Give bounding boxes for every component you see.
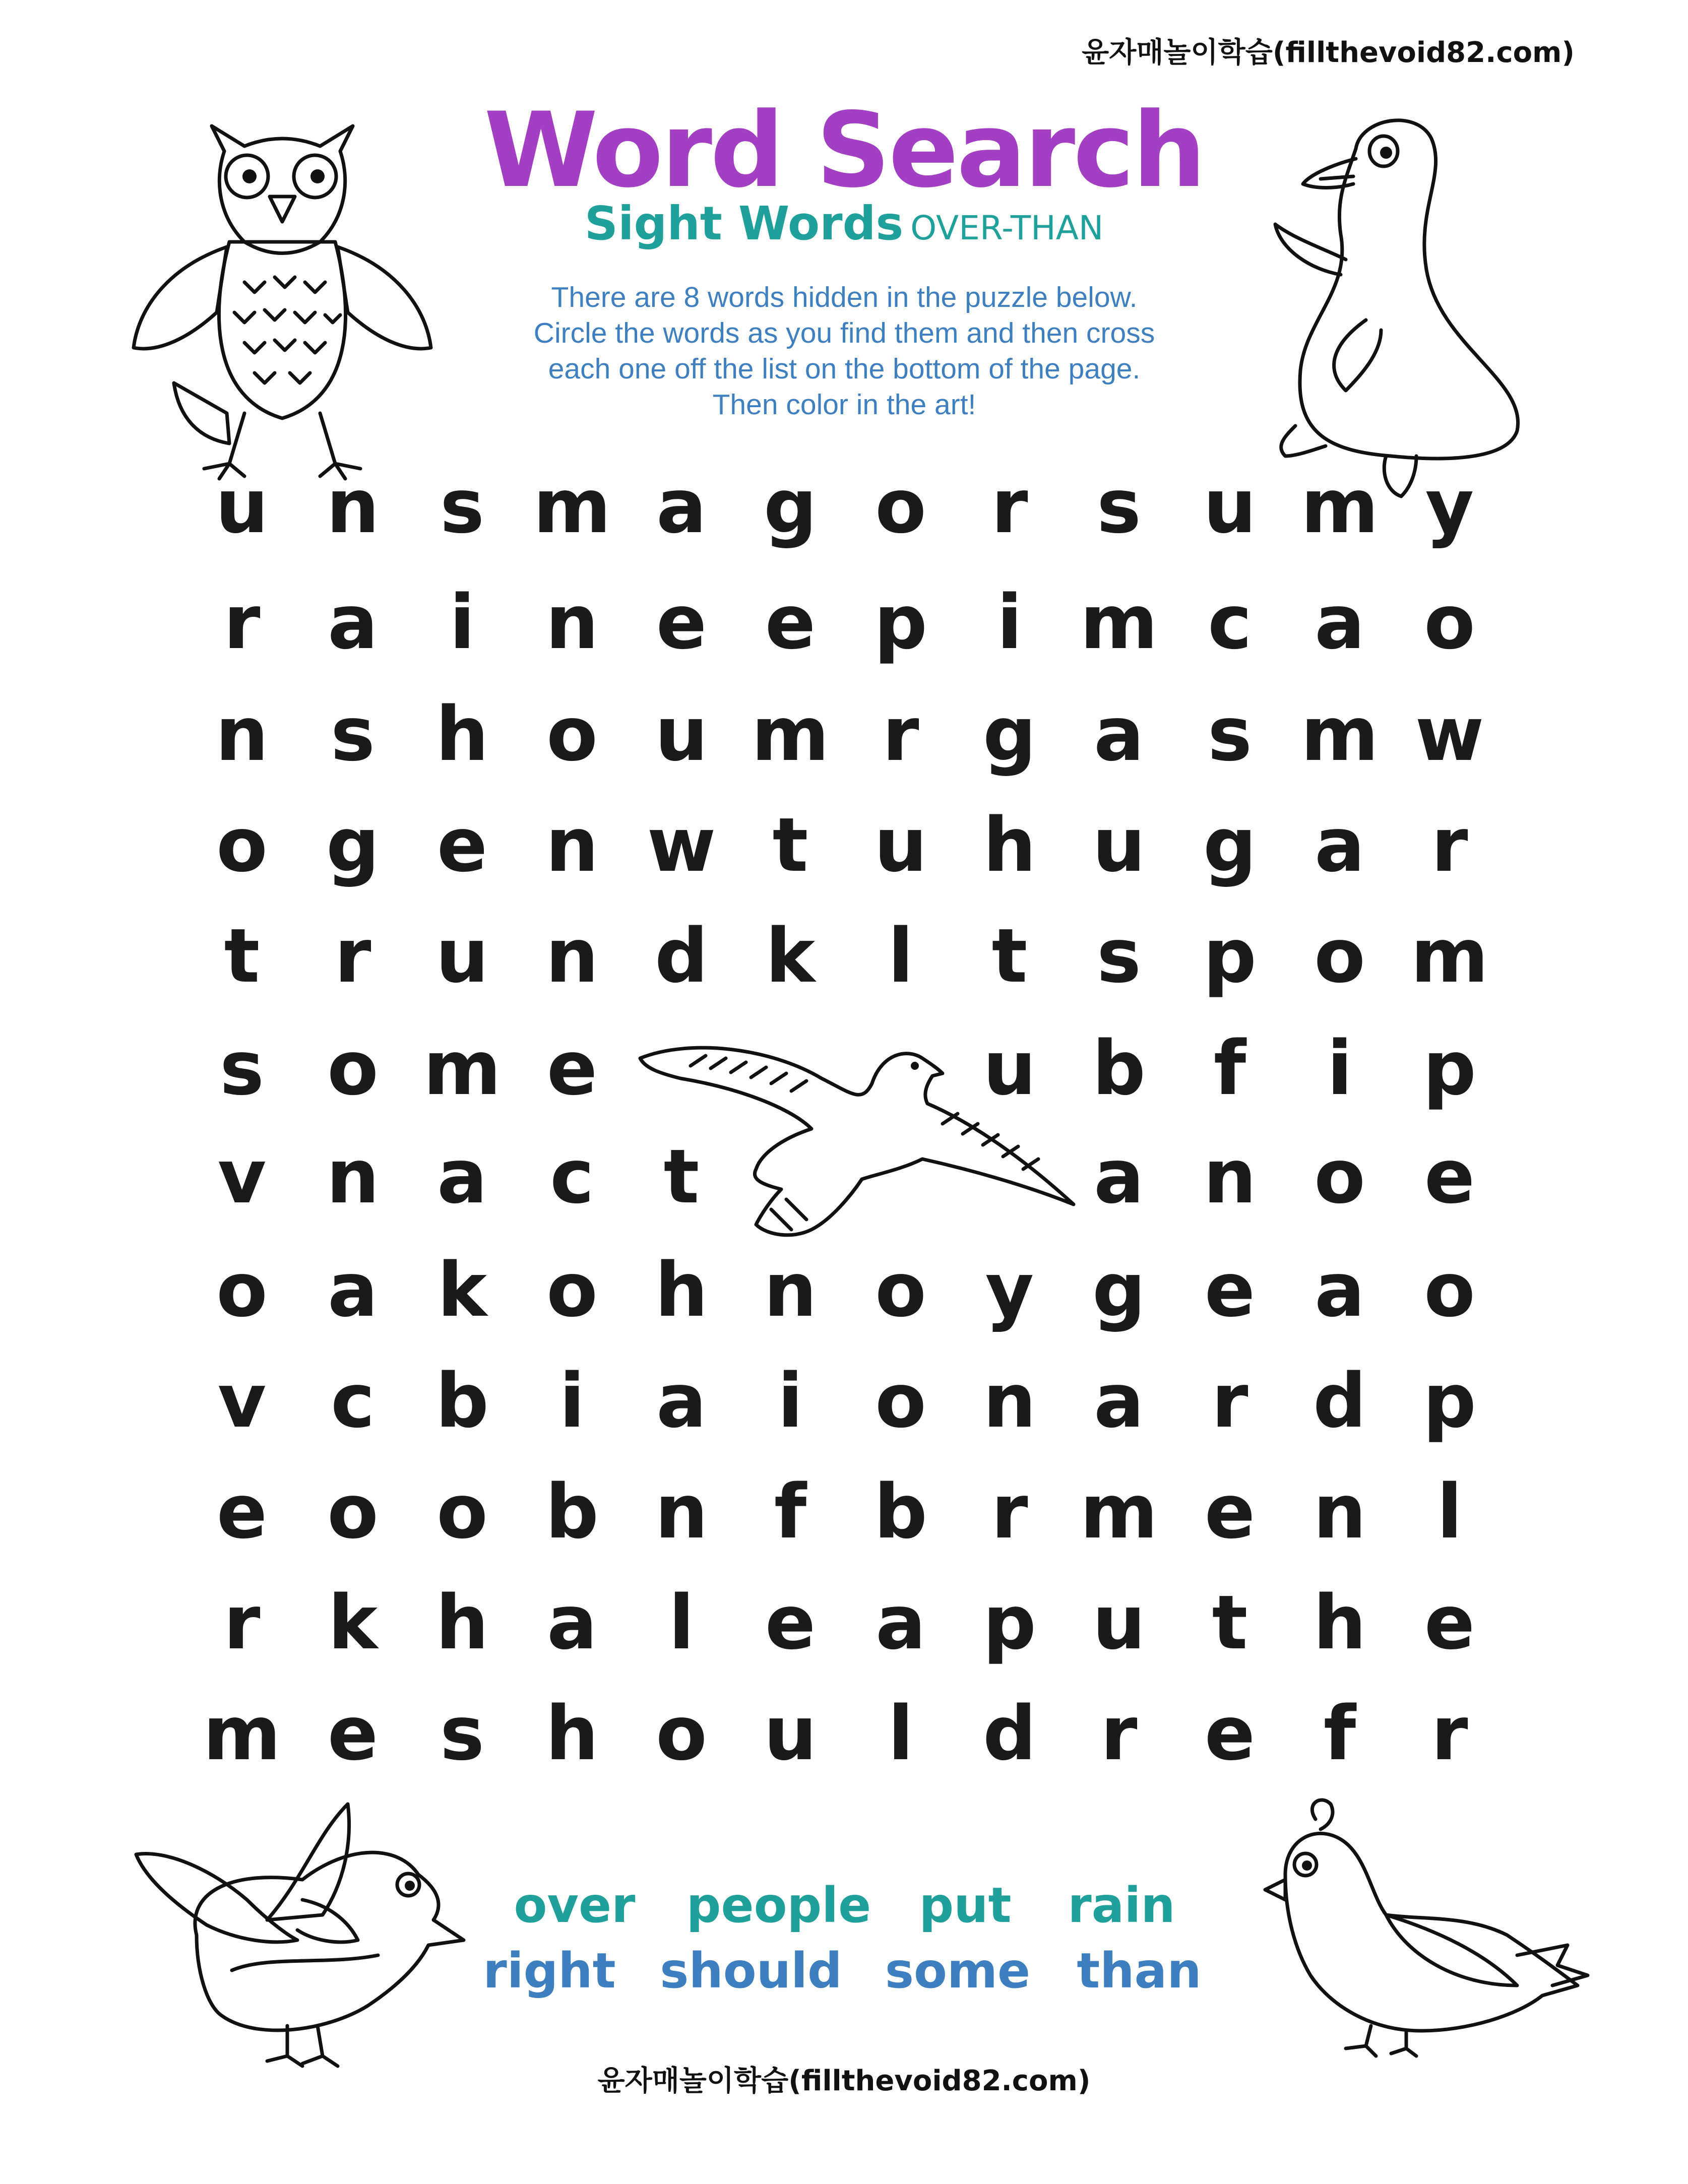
grid-letter[interactable]: r <box>223 579 261 666</box>
grid-letter[interactable]: r <box>1211 1358 1248 1444</box>
grid-letter[interactable]: h <box>435 1579 489 1666</box>
grid-letter[interactable]: s <box>1207 691 1253 778</box>
grid-letter[interactable]: i <box>777 1358 803 1444</box>
grid-letter[interactable]: i <box>996 579 1023 666</box>
grid-letter[interactable]: r <box>882 691 919 778</box>
grid-letter[interactable]: p <box>1203 913 1257 999</box>
grid-letter[interactable]: e <box>656 579 707 666</box>
grid-letter[interactable]: o <box>327 1468 379 1555</box>
instruction-line: Then color in the art! <box>712 389 976 421</box>
grid-letter[interactable]: n <box>545 579 599 666</box>
grid-letter[interactable]: n <box>983 1358 1036 1444</box>
grid-letter[interactable]: n <box>1313 1468 1366 1555</box>
instruction-line: Circle the words as you find them and then cross <box>533 317 1155 349</box>
grid-letter[interactable]: l <box>1436 1468 1463 1555</box>
grid-letter[interactable]: n <box>326 463 380 550</box>
grid-letter[interactable]: r <box>223 1579 261 1666</box>
grid-letter[interactable]: d <box>1313 1358 1366 1444</box>
grid-letter[interactable]: p <box>1423 1025 1476 1112</box>
grid-letter[interactable]: o <box>1314 1133 1365 1220</box>
grid-letter[interactable]: s <box>440 1690 485 1777</box>
grid-letter[interactable]: e <box>1204 1690 1256 1777</box>
subtitle-label: Sight Words <box>584 197 904 250</box>
grid-letter[interactable]: d <box>983 1690 1036 1777</box>
grid-letter[interactable]: a <box>1094 1133 1144 1220</box>
grid-letter[interactable]: r <box>991 463 1028 550</box>
grid-letter[interactable]: a <box>328 1247 378 1333</box>
grid-letter[interactable]: v <box>217 1358 267 1444</box>
grid-letter[interactable]: o <box>1314 913 1365 999</box>
grid-letter[interactable]: o <box>875 1358 926 1444</box>
grid-letter[interactable]: u <box>215 463 269 550</box>
grid-letter[interactable]: h <box>435 691 489 778</box>
grid-letter[interactable]: a <box>1315 802 1365 888</box>
grid-letter[interactable]: h <box>983 802 1036 888</box>
word-list-item[interactable]: should <box>660 1943 842 1999</box>
grid-letter[interactable]: s <box>440 463 485 550</box>
grid-letter[interactable]: c <box>1208 579 1252 666</box>
grid-letter[interactable]: b <box>435 1358 489 1444</box>
grid-letter[interactable]: t <box>991 913 1028 999</box>
grid-letter[interactable]: y <box>1425 463 1474 550</box>
grid-letter[interactable]: u <box>435 913 489 999</box>
grid-letter[interactable]: n <box>545 802 599 888</box>
grid-letter[interactable]: f <box>1213 1025 1246 1112</box>
grid-letter[interactable]: l <box>668 1579 695 1666</box>
instruction-line: each one off the list on the bottom of the page. <box>548 353 1141 385</box>
grid-letter[interactable]: b <box>1092 1025 1146 1112</box>
grid-letter[interactable]: a <box>547 1579 597 1666</box>
grid-letter[interactable]: n <box>215 691 269 778</box>
grid-letter[interactable]: r <box>1431 1690 1468 1777</box>
grid-letter[interactable]: u <box>1092 802 1146 888</box>
grid-letter[interactable]: n <box>1203 1133 1257 1220</box>
grid-letter[interactable]: c <box>331 1358 375 1444</box>
grid-letter[interactable]: p <box>874 579 927 666</box>
grid-letter[interactable]: u <box>1203 463 1257 550</box>
grid-letter[interactable]: h <box>655 1247 708 1333</box>
grid-letter[interactable]: e <box>765 579 816 666</box>
grid-letter[interactable]: o <box>216 802 268 888</box>
grid-letter[interactable]: r <box>1431 802 1468 888</box>
grid-letter[interactable]: s <box>1096 913 1142 999</box>
word-list-item[interactable]: than <box>1077 1943 1202 1999</box>
grid-letter[interactable]: m <box>1080 1468 1158 1555</box>
grid-letter[interactable]: s <box>1096 463 1142 550</box>
word-list-item[interactable]: people <box>686 1877 871 1934</box>
grid-letter[interactable]: e <box>1424 1579 1475 1666</box>
grid-letter[interactable]: y <box>985 1247 1034 1333</box>
grid-letter[interactable]: e <box>546 1025 598 1112</box>
grid-letter[interactable]: k <box>437 1247 487 1333</box>
grid-letter[interactable]: w <box>1415 691 1484 778</box>
grid-letter[interactable]: g <box>1203 802 1257 888</box>
grid-letter[interactable]: m <box>1080 579 1158 666</box>
grid-letter[interactable]: g <box>983 691 1036 778</box>
grid-letter[interactable]: i <box>559 1358 585 1444</box>
word-list-item[interactable]: some <box>885 1943 1031 1999</box>
grid-letter[interactable]: t <box>224 913 260 999</box>
grid-letter[interactable]: u <box>983 1025 1036 1112</box>
watermark-top: 윤자매놀이학습(fillthevoid82.com) <box>1082 36 1575 69</box>
grid-letter[interactable]: m <box>1410 913 1489 999</box>
grid-letter[interactable]: u <box>655 691 708 778</box>
grid-letter[interactable]: t <box>663 1133 700 1220</box>
grid-letter[interactable]: m <box>533 463 611 550</box>
grid-letter[interactable]: u <box>764 1690 817 1777</box>
grid-letter[interactable]: m <box>1300 463 1379 550</box>
grid-letter[interactable]: k <box>328 1579 378 1666</box>
grid-letter[interactable]: e <box>436 802 488 888</box>
grid-letter[interactable]: d <box>655 913 708 999</box>
grid-letter[interactable]: e <box>765 1579 816 1666</box>
grid-letter[interactable]: a <box>437 1133 487 1220</box>
grid-letter[interactable]: u <box>1092 1579 1146 1666</box>
grid-letter[interactable]: t <box>1212 1579 1248 1666</box>
grid-letter[interactable]: e <box>1204 1468 1256 1555</box>
word-list-item[interactable]: rain <box>1068 1877 1175 1934</box>
grid-letter[interactable]: o <box>546 691 598 778</box>
word-list-item[interactable]: put <box>919 1877 1012 1934</box>
grid-letter[interactable]: k <box>765 913 816 999</box>
grid-letter[interactable]: o <box>546 1247 598 1333</box>
grid-letter[interactable]: w <box>647 802 716 888</box>
grid-letter[interactable]: a <box>1094 691 1144 778</box>
grid-letter[interactable]: b <box>545 1468 599 1555</box>
grid-letter[interactable]: e <box>216 1468 268 1555</box>
grid-letter[interactable]: a <box>876 1579 926 1666</box>
grid-letter[interactable]: m <box>1300 691 1379 778</box>
grid-letter[interactable]: n <box>545 913 599 999</box>
subtitle-range: OVER-THAN <box>910 209 1104 247</box>
grid-letter[interactable]: e <box>327 1690 379 1777</box>
grid-letter[interactable]: o <box>216 1247 268 1333</box>
grid-letter[interactable]: o <box>436 1468 488 1555</box>
grid-letter[interactable]: g <box>764 463 817 550</box>
grid-letter[interactable]: o <box>875 463 926 550</box>
grid-letter[interactable]: v <box>217 1133 267 1220</box>
watermark-bottom: 윤자매놀이학습(fillthevoid82.com) <box>597 2065 1091 2097</box>
grid-letter[interactable]: a <box>656 463 707 550</box>
grid-letter[interactable]: l <box>888 913 914 999</box>
grid-letter[interactable]: b <box>874 1468 927 1555</box>
grid-letter[interactable]: m <box>203 1690 281 1777</box>
page-title: Word Search <box>484 91 1204 211</box>
grid-letter[interactable]: r <box>1100 1690 1138 1777</box>
grid-letter[interactable]: r <box>991 1468 1028 1555</box>
grid-letter[interactable]: m <box>751 691 830 778</box>
grid-letter[interactable]: p <box>983 1579 1036 1666</box>
grid-letter[interactable]: t <box>772 802 808 888</box>
grid-letter[interactable]: u <box>874 802 927 888</box>
grid-letter[interactable]: e <box>1204 1247 1256 1333</box>
grid-letter[interactable]: c <box>550 1133 594 1220</box>
grid-letter[interactable]: o <box>1424 579 1475 666</box>
grid-letter[interactable]: o <box>1424 1247 1475 1333</box>
grid-letter[interactable]: n <box>655 1468 708 1555</box>
grid-letter[interactable]: r <box>334 913 371 999</box>
instruction-line: There are 8 words hidden in the puzzle below. <box>551 281 1138 313</box>
grid-letter[interactable]: a <box>1315 1247 1365 1333</box>
word-list-item[interactable]: right <box>483 1943 616 1999</box>
grid-letter[interactable]: i <box>449 579 475 666</box>
grid-letter[interactable]: a <box>328 579 378 666</box>
grid-letter[interactable]: g <box>326 802 380 888</box>
grid-letter[interactable]: n <box>326 1133 380 1220</box>
grid-letter[interactable]: a <box>656 1358 707 1444</box>
grid-letter[interactable]: f <box>1323 1690 1356 1777</box>
grid-letter[interactable]: p <box>1423 1358 1476 1444</box>
word-list-item[interactable]: over <box>514 1877 636 1934</box>
grid-letter[interactable]: s <box>219 1025 265 1112</box>
grid-letter[interactable]: a <box>1094 1358 1144 1444</box>
grid-letter[interactable]: s <box>330 691 376 778</box>
grid-letter[interactable]: g <box>1092 1247 1146 1333</box>
grid-letter[interactable]: h <box>545 1690 599 1777</box>
grid-letter[interactable]: n <box>764 1247 817 1333</box>
grid-letter[interactable]: l <box>888 1690 914 1777</box>
grid-letter[interactable]: o <box>327 1025 379 1112</box>
grid-letter[interactable]: o <box>875 1247 926 1333</box>
grid-letter[interactable]: h <box>1313 1579 1366 1666</box>
grid-letter[interactable]: e <box>1424 1133 1475 1220</box>
grid-letter[interactable]: i <box>1327 1025 1353 1112</box>
grid-letter[interactable]: m <box>423 1025 502 1112</box>
grid-letter[interactable]: a <box>1315 579 1365 666</box>
grid-letter[interactable]: f <box>774 1468 807 1555</box>
grid-letter[interactable]: o <box>656 1690 707 1777</box>
